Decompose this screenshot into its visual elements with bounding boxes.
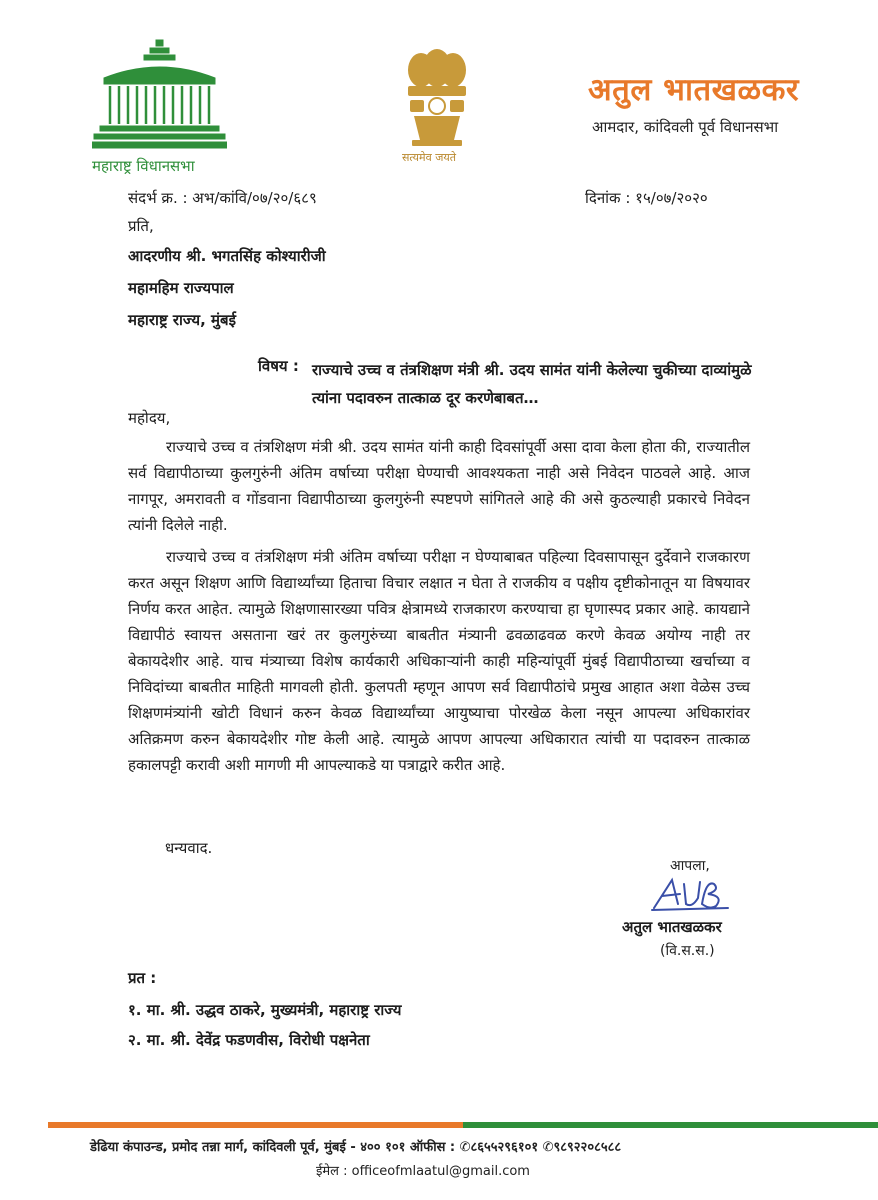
motto: सत्यमेव जयते: [402, 151, 457, 164]
signatory-name: अतुल भातखळकर: [622, 918, 722, 936]
recipient-title: महामहिम राज्यपाल: [128, 279, 234, 297]
salutation: महोदय,: [128, 409, 171, 427]
ashoka-emblem: [396, 48, 478, 148]
sender-title: आमदार, कांदिवली पूर्व विधानसभा: [592, 118, 779, 136]
sender-name: अतुल भातखळकर: [588, 72, 800, 108]
subject-label: विषय :: [258, 357, 299, 375]
cc-label: प्रत :: [128, 969, 157, 987]
cc-item: २. मा. श्री. देवेंद्र फडणवीस, विरोधी पक्षनेता: [128, 1031, 370, 1049]
subject-text: राज्याचे उच्च व तंत्रशिक्षण मंत्री श्री. उदय सामंत यांनी केलेल्या चुकीच्या दाव्यांमुळे त्यांना पदावरुन तात्काळ दूर करणेबाबत…: [312, 361, 752, 407]
recipient-name: आदरणीय श्री. भगतसिंह कोश्यारीजी: [128, 247, 326, 265]
reference-number: संदर्भ क्र. : अभ/कांवि/०७/२०/६८९: [128, 189, 317, 207]
footer-divider: [48, 1122, 878, 1128]
thanks: धन्यवाद.: [165, 839, 213, 857]
body-paragraph-1: राज्याचे उच्च व तंत्रशिक्षण मंत्री श्री. उदय सामंत यांनी काही दिवसांपूर्वी असा दावा केला होता की, राज्यातील सर्व विद्यापीठाच्या कुलगुरुंनी अंतिम वर्षाच्या परीक्षा घेण्याची आवश्यकता नाही असे निवेदन पाठवले आहे. आज नागपूर, अमरावती व गोंडवाना विद्यापीठाच्या कुलगुरुंनी स्पष्टपणे सांगितले आहे की असे कुठल्याही प्रकारचे निवेदन त्यांनी दिलेले नाही.: [128, 438, 750, 534]
assembly-name: महाराष्ट्र विधानसभा: [92, 157, 195, 175]
assembly-building-logo: [92, 38, 227, 150]
to-label: प्रति,: [128, 217, 154, 235]
signatory-designation: (वि.स.स.): [660, 943, 715, 959]
letter-date: दिनांक : १५/०७/२०२०: [585, 189, 708, 207]
footer-email: ईमेल : officeofmlaatul@gmail.com: [316, 1164, 530, 1179]
recipient-location: महाराष्ट्र राज्य, मुंबई: [128, 311, 236, 329]
cc-item: १. मा. श्री. उद्धव ठाकरे, मुख्यमंत्री, महाराष्ट्र राज्य: [128, 1001, 402, 1019]
closing: आपला,: [670, 858, 710, 874]
footer-address: डेढिया कंपाउन्ड, प्रमोद तन्ना मार्ग, कांदिवली पूर्व, मुंबई - ४०० १०१ ऑफीस : ✆८६५५२९६१०१ ✆९८९२२०८५८८: [90, 1140, 622, 1155]
body-paragraph-2: राज्याचे उच्च व तंत्रशिक्षण मंत्री अंतिम वर्षाच्या परीक्षा न घेण्याबाबत पहिल्या दिवसापासून दुर्देवाने राजकारण करत असून शिक्षण आणि विद्यार्थ्यांच्या हिताचा विचार लक्षात न घेता ते राजकीय व पक्षीय दृष्टीकोनातून या विषयावर निर्णय करत आहेत. त्यामुळे शिक्षणासारख्या पवित्र क्षेत्रामध्ये राजकारण करण्याचा हा घृणास्पद प्रकार आहे. कायद्याने विद्यापीठं स्वायत्त असताना खरं तर कुलगुरुंच्या बाबतीत मंत्र्यानी ढवळाढवळ करणे केवळ अयोग्य नाही तर बेकायदेशीर आहे. याच मंत्र्याच्या विशेष कार्यकारी अधिकाऱ्यांनी काही महिन्यांपूर्वी मुंबई विद्यापीठाच्या खर्चाच्या व निविदांच्या बाबतीत माहिती मागवली होती. कुलपती म्हणून आपण सर्व विद्यापीठांचे प्रमुख आहात अशा वेळेस उच्च शिक्षणमंत्र्यांनी खोटी विधानं करुन केवळ विद्यार्थ्यांच्या आयुष्याचा पोरखेळ केला नसून आपल्या अधिकारांवर अतिक्रमण करुन बेकायदेशीर गोष्ट केली आहे. त्यामुळे आपण आपल्या अधिकारात त्यांची या पदावरुन तात्काळ हकालपट्टी करावी अशी मागणी मी आपल्याकडे या पत्राद्वारे करीत आहे.: [128, 548, 750, 774]
handwritten-signature: [650, 874, 730, 914]
